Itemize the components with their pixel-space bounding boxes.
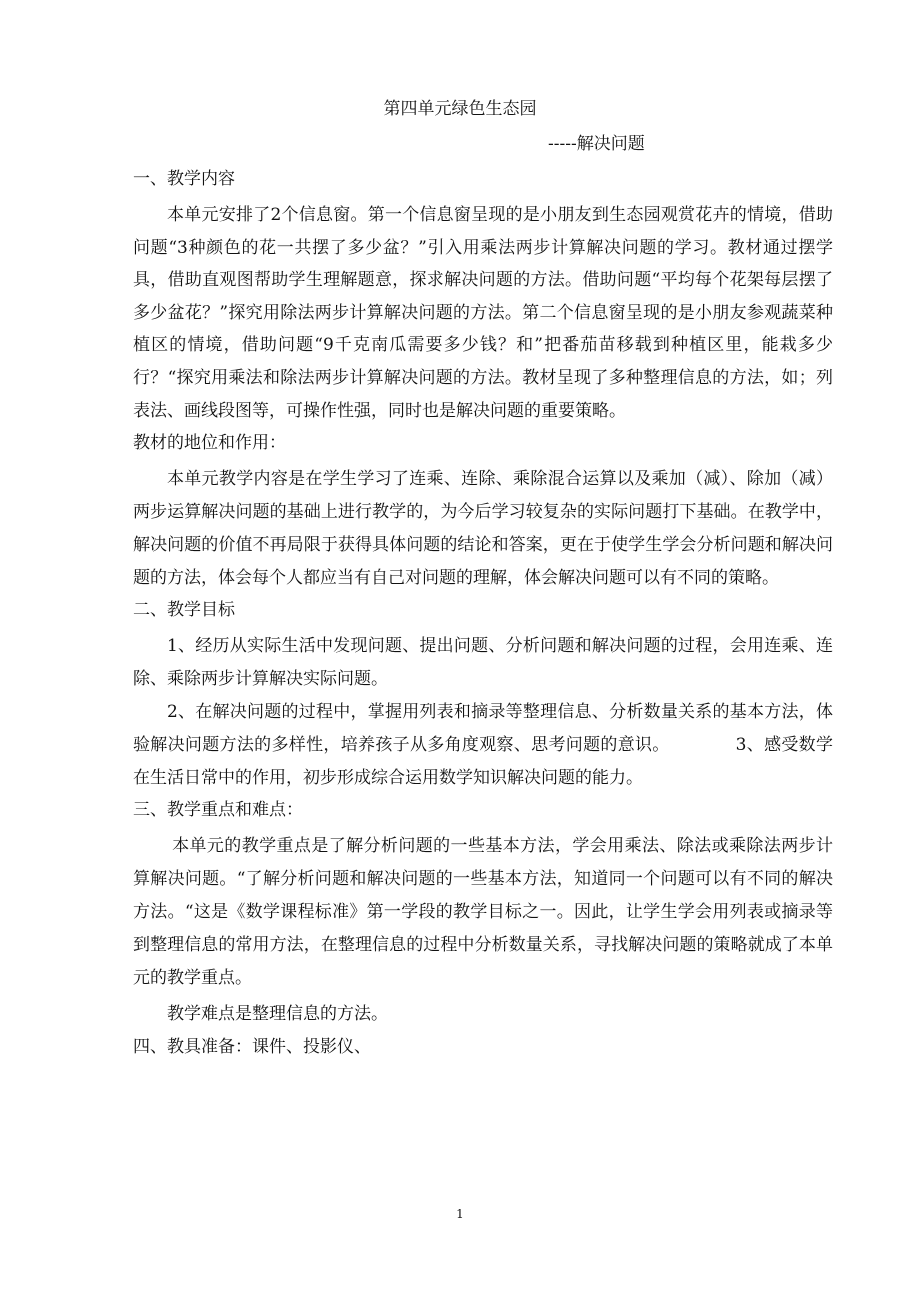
paragraph-role: 本单元教学内容是在学生学习了连乘、连除、乘除混合运算以及乘加（减）、除加（减）两步运算解决问题的基础上进行教学的，为今后学习较复杂的实际问题打下基础。在教学中，解决问题的价值不再局限于获得具体问题的结论和答案，更在于使学生学会分析问题和解决问题的方法，体会每个人都应当有自己对问题的理解，体会解决问题可以有不同的策略。 xyxy=(133,469,833,588)
document-title: 第四单元绿色生态园 xyxy=(383,99,537,119)
paragraph-difficulty: 教学难点是整理信息的方法。 xyxy=(167,1004,388,1025)
section-heading-goals: 二、教学目标 xyxy=(133,600,235,621)
goal-3-number: 3、 xyxy=(735,734,765,755)
section-heading-content: 一、教学内容 xyxy=(133,169,235,189)
document-body xyxy=(133,163,833,1063)
paragraph-content-overview: 本单元安排了2个信息窗。第一个信息窗呈现的是小朋友到生态园观赏花卉的情境，借助问题“3种颜色的花一共摆了多少盆？”引入用乘法两步计算解决问题的学习。教材通过摆学具，借助直观图帮助学生理解题意，探求解决问题的方法。借助问题“平均每个花架每层摆了多少盆花？”探究用除法两步计算解决问题的方法。第二个信息窗呈现的是小朋友参观蔬菜种植区的情境，借助问题“9千克南瓜需要多少钱？和”把番茄苗移载到种植区里，能栽多少行？“探究用乘法和除法两步计算解决问题的方法。教材呈现了多种整理信息的方法，如；列表法、画线段图等，可操作性强，同时也是解决问题的重要策略。 xyxy=(133,205,833,421)
document-subtitle: -----解决问题 xyxy=(548,134,645,154)
goal-3-text: 感受数学在生活日常中的作用，初步形成综合运用数学知识解决问题的能力。 xyxy=(133,734,833,788)
subheading-role: 教材的地位和作用： xyxy=(133,433,286,454)
paragraph-key-points: 本单元的教学重点是了解分析问题的一些基本方法，学会用乘法、除法或乘除法两步计算解决问题。“了解分析问题和解决问题的一些基本方法，知道同一个问题可以有不同的解决方法。“这是《数学课程标准》第一学段的教学目标之一。因此，让学生学会用列表或摘录等到整理信息的常用方法，在整理信息的过程中分析数量关系，寻找解决问题的策略就成了本单元的教学重点。 xyxy=(133,836,833,988)
goal-2-text: 2、在解决问题的过程中，掌握用列表和摘录等整理信息、分析数量关系的基本方法，体验解决问题方法的多样性，培养孩子从多角度观察、思考问题的意识。 xyxy=(133,701,833,755)
section-heading-materials: 四、教具准备：课件、投影仪、 xyxy=(133,1036,371,1057)
paragraph-goal-1: 1、经历从实际生活中发现问题、提出问题、分析问题和解决问题的过程，会用连乘、连除、乘除两步计算解决实际问题。 xyxy=(133,636,833,690)
paragraph-goal-2 xyxy=(133,696,833,794)
page-number: 1 xyxy=(456,1207,464,1221)
section-heading-key-points: 三、教学重点和难点： xyxy=(133,800,303,821)
